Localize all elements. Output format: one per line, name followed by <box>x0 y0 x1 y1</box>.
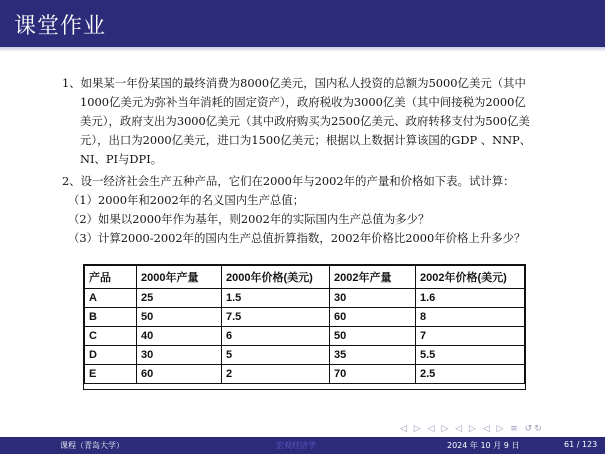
table-header-cell: 2002年价格(美元) <box>416 266 525 289</box>
question-1 <box>62 74 582 169</box>
slide-title: 课堂作业 <box>14 14 107 39</box>
beamer-nav-controls[interactable]: ◁ ▷ ◁ ▷ ◁ ▷ ◁ ▷ ≡ ↺↻ <box>400 424 544 434</box>
table-header-cell: 2000年产量 <box>137 266 222 289</box>
data-table <box>83 264 526 390</box>
table-cell: 25 <box>137 289 222 308</box>
table-row <box>85 346 525 365</box>
table-cell: 6 <box>222 327 330 346</box>
footer-date: 2024 年 10 月 9 日 <box>447 441 520 450</box>
table-cell: 1.5 <box>222 289 330 308</box>
question-2-line: （3）计算2000-2002年的国内生产总值折算指数，2002年价格比2000年价格上升多少？ <box>68 231 526 245</box>
table-cell: 50 <box>137 308 222 327</box>
question-1-line: 美元），政府支出为3000亿美元（其中政府购买为2500亿美元、政府转移支付为500亿美 <box>80 114 530 128</box>
table-cell: 5.5 <box>416 346 525 365</box>
table-row <box>85 289 525 308</box>
table-cell: D <box>85 346 137 365</box>
table-cell: C <box>85 327 137 346</box>
question-1-line: 1、如果某一年份某国的最终消费为8000亿美元，国内私人投资的总额为5000亿美元（其中 <box>62 76 526 90</box>
footer-course: 宏观经济学 <box>276 441 316 450</box>
footer-page-number: 61 / 123 <box>564 440 598 449</box>
table-cell: 8 <box>416 308 525 327</box>
question-1-line: 元），出口为2000亿美元，进口为1500亿美元；根据以上数据计算该国的GDP 、NNP、 <box>80 133 532 147</box>
table-header-cell: 2002年产量 <box>330 266 416 289</box>
table-header-cell: 2000年价格(美元) <box>222 266 330 289</box>
table-cell: A <box>85 289 137 308</box>
table-cell: B <box>85 308 137 327</box>
table-cell: 2 <box>222 365 330 384</box>
question-2 <box>62 172 582 248</box>
table-row <box>85 327 525 346</box>
table-cell: 35 <box>330 346 416 365</box>
table-cell: 60 <box>330 308 416 327</box>
table-row <box>85 365 525 384</box>
question-2-line: 2、设一经济社会生产五种产品，它们在2000年与2002年的产量和价格如下表。试计算： <box>62 174 515 188</box>
table-cell: 7 <box>416 327 525 346</box>
table-cell: 1.6 <box>416 289 525 308</box>
table-cell: 60 <box>137 365 222 384</box>
table-cell: 7.5 <box>222 308 330 327</box>
table-cell: 5 <box>222 346 330 365</box>
table-row <box>85 308 525 327</box>
table-header-cell: 产品 <box>85 266 137 289</box>
table-cell: 70 <box>330 365 416 384</box>
table-cell: E <box>85 365 137 384</box>
table-cell: 30 <box>137 346 222 365</box>
table-cell: 30 <box>330 289 416 308</box>
table-cell: 40 <box>137 327 222 346</box>
footer-bar <box>0 437 605 454</box>
footer-author: 课程（青岛大学） <box>60 441 124 450</box>
question-1-line: NI、PI与DPI。 <box>80 152 163 166</box>
table-cell: 50 <box>330 327 416 346</box>
title-divider <box>0 47 605 52</box>
question-2-line: （2）如果以2000年作为基年，则2002年的实际国内生产总值为多少？ <box>68 212 430 226</box>
title-bar <box>0 0 605 47</box>
table-header-row <box>85 266 525 289</box>
table-cell: 2.5 <box>416 365 525 384</box>
question-2-line: （1）2000年和2002年的名义国内生产总值； <box>68 193 305 207</box>
question-1-line: 1000亿美元为弥补当年消耗的固定资产），政府税收为3000亿美（其中间接税为2000亿 <box>80 95 526 109</box>
